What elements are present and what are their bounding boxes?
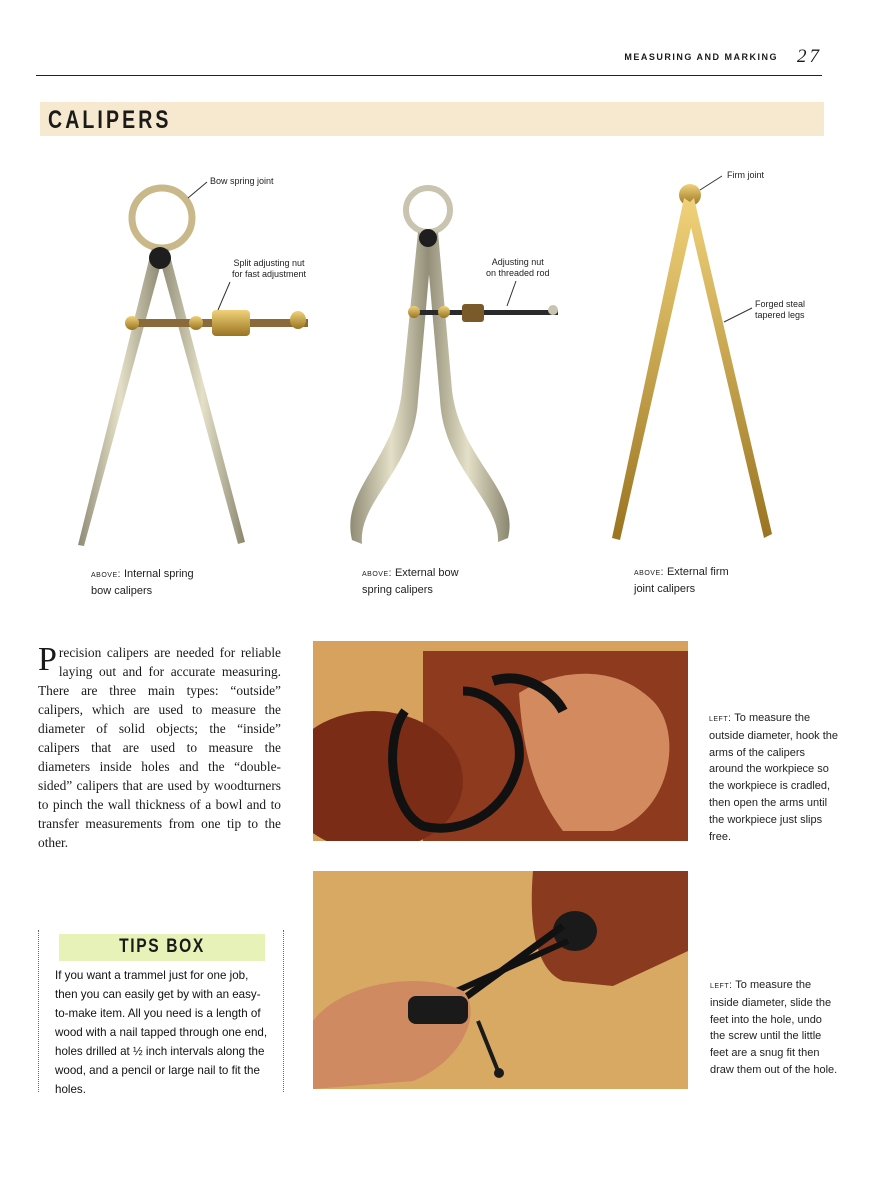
caption-outside-diameter bbox=[709, 710, 839, 845]
callout-line: for fast adjustment bbox=[232, 269, 307, 279]
photo-outside-diameter bbox=[313, 641, 688, 841]
tips-title: TIPS BOX bbox=[119, 936, 205, 957]
caption-lead: left: bbox=[709, 713, 732, 724]
body-paragraph bbox=[38, 643, 281, 852]
caption-lead: above: bbox=[634, 567, 664, 578]
internal-spring-bow-calipers bbox=[78, 188, 308, 546]
caption-text: External bow bbox=[391, 567, 459, 579]
callout-line: Adjusting nut bbox=[491, 257, 544, 267]
tips-text: If you want a trammel just for one job, then you can easily get by with an easy-to-make item. All you need is a length of wood with a nail tapped through one end, holes drilled at ½ inch intervals along the wood, and a pencil or large nail to fit the holes. bbox=[55, 969, 268, 1096]
caption-internal-spring bbox=[91, 566, 194, 600]
caption-external-firm bbox=[634, 564, 729, 598]
callout-line: Split adjusting nut bbox=[233, 258, 305, 268]
page-number: 27 bbox=[797, 46, 822, 67]
caption-text: spring calipers bbox=[362, 584, 433, 596]
body-text: recision calipers are needed for reliable laying out and for accurate measuring. There are three main types: “outside” calipers, which are used to measure the diameter of solid objects; the “inside” calipers that are used to measure the diameters inside holes and the “double-sided” calipers that are used by woodturners to pinch the wall thickness of a bowl and to transfer measurements from one tip to the other. bbox=[38, 645, 281, 850]
section-title: CALIPERS bbox=[48, 106, 172, 134]
caption-lead: above: bbox=[362, 568, 392, 579]
photo-inside-drawing bbox=[313, 871, 688, 1089]
caption-text: External firm bbox=[663, 566, 729, 578]
tips-box bbox=[38, 930, 284, 1096]
external-firm-joint-calipers bbox=[612, 184, 772, 540]
calipers-illustration bbox=[0, 140, 888, 560]
external-bow-spring-calipers bbox=[350, 188, 558, 544]
caption-lead: above: bbox=[91, 569, 121, 580]
caption-text: To measure the outside diameter, hook the arms of the calipers around the workpiece so the workpiece is cradled, then open the arms until the workpiece just slips free. bbox=[709, 712, 839, 843]
running-head bbox=[624, 52, 778, 62]
header-rule bbox=[36, 75, 822, 76]
callout-line: tapered legs bbox=[755, 310, 805, 320]
caption-text: To measure the inside diameter, slide the feet into the hole, undo the screw until the little feet are a snug fit then draw them out of the hole. bbox=[710, 979, 838, 1076]
callout-bow-spring-joint: Bow spring joint bbox=[210, 176, 274, 186]
callout-firm-joint: Firm joint bbox=[727, 170, 765, 180]
caption-inside-diameter bbox=[710, 977, 840, 1079]
caption-text: bow calipers bbox=[91, 585, 153, 597]
running-head-text: MEASURING AND MARKING bbox=[624, 52, 778, 62]
drop-cap: P bbox=[38, 641, 57, 678]
caption-text: joint calipers bbox=[634, 583, 696, 595]
callout-forged-legs bbox=[755, 299, 805, 321]
caption-external-bow bbox=[362, 565, 459, 599]
callout-split-adjusting-nut bbox=[232, 258, 306, 280]
caption-text: Internal spring bbox=[120, 568, 194, 580]
callout-line: on threaded rod bbox=[486, 268, 550, 278]
callout-adjusting-nut bbox=[486, 257, 550, 279]
photo-outside-drawing bbox=[313, 641, 688, 841]
caption-lead: left: bbox=[710, 980, 733, 991]
callout-line: Forged steal bbox=[755, 299, 806, 309]
photo-inside-diameter bbox=[313, 871, 688, 1089]
